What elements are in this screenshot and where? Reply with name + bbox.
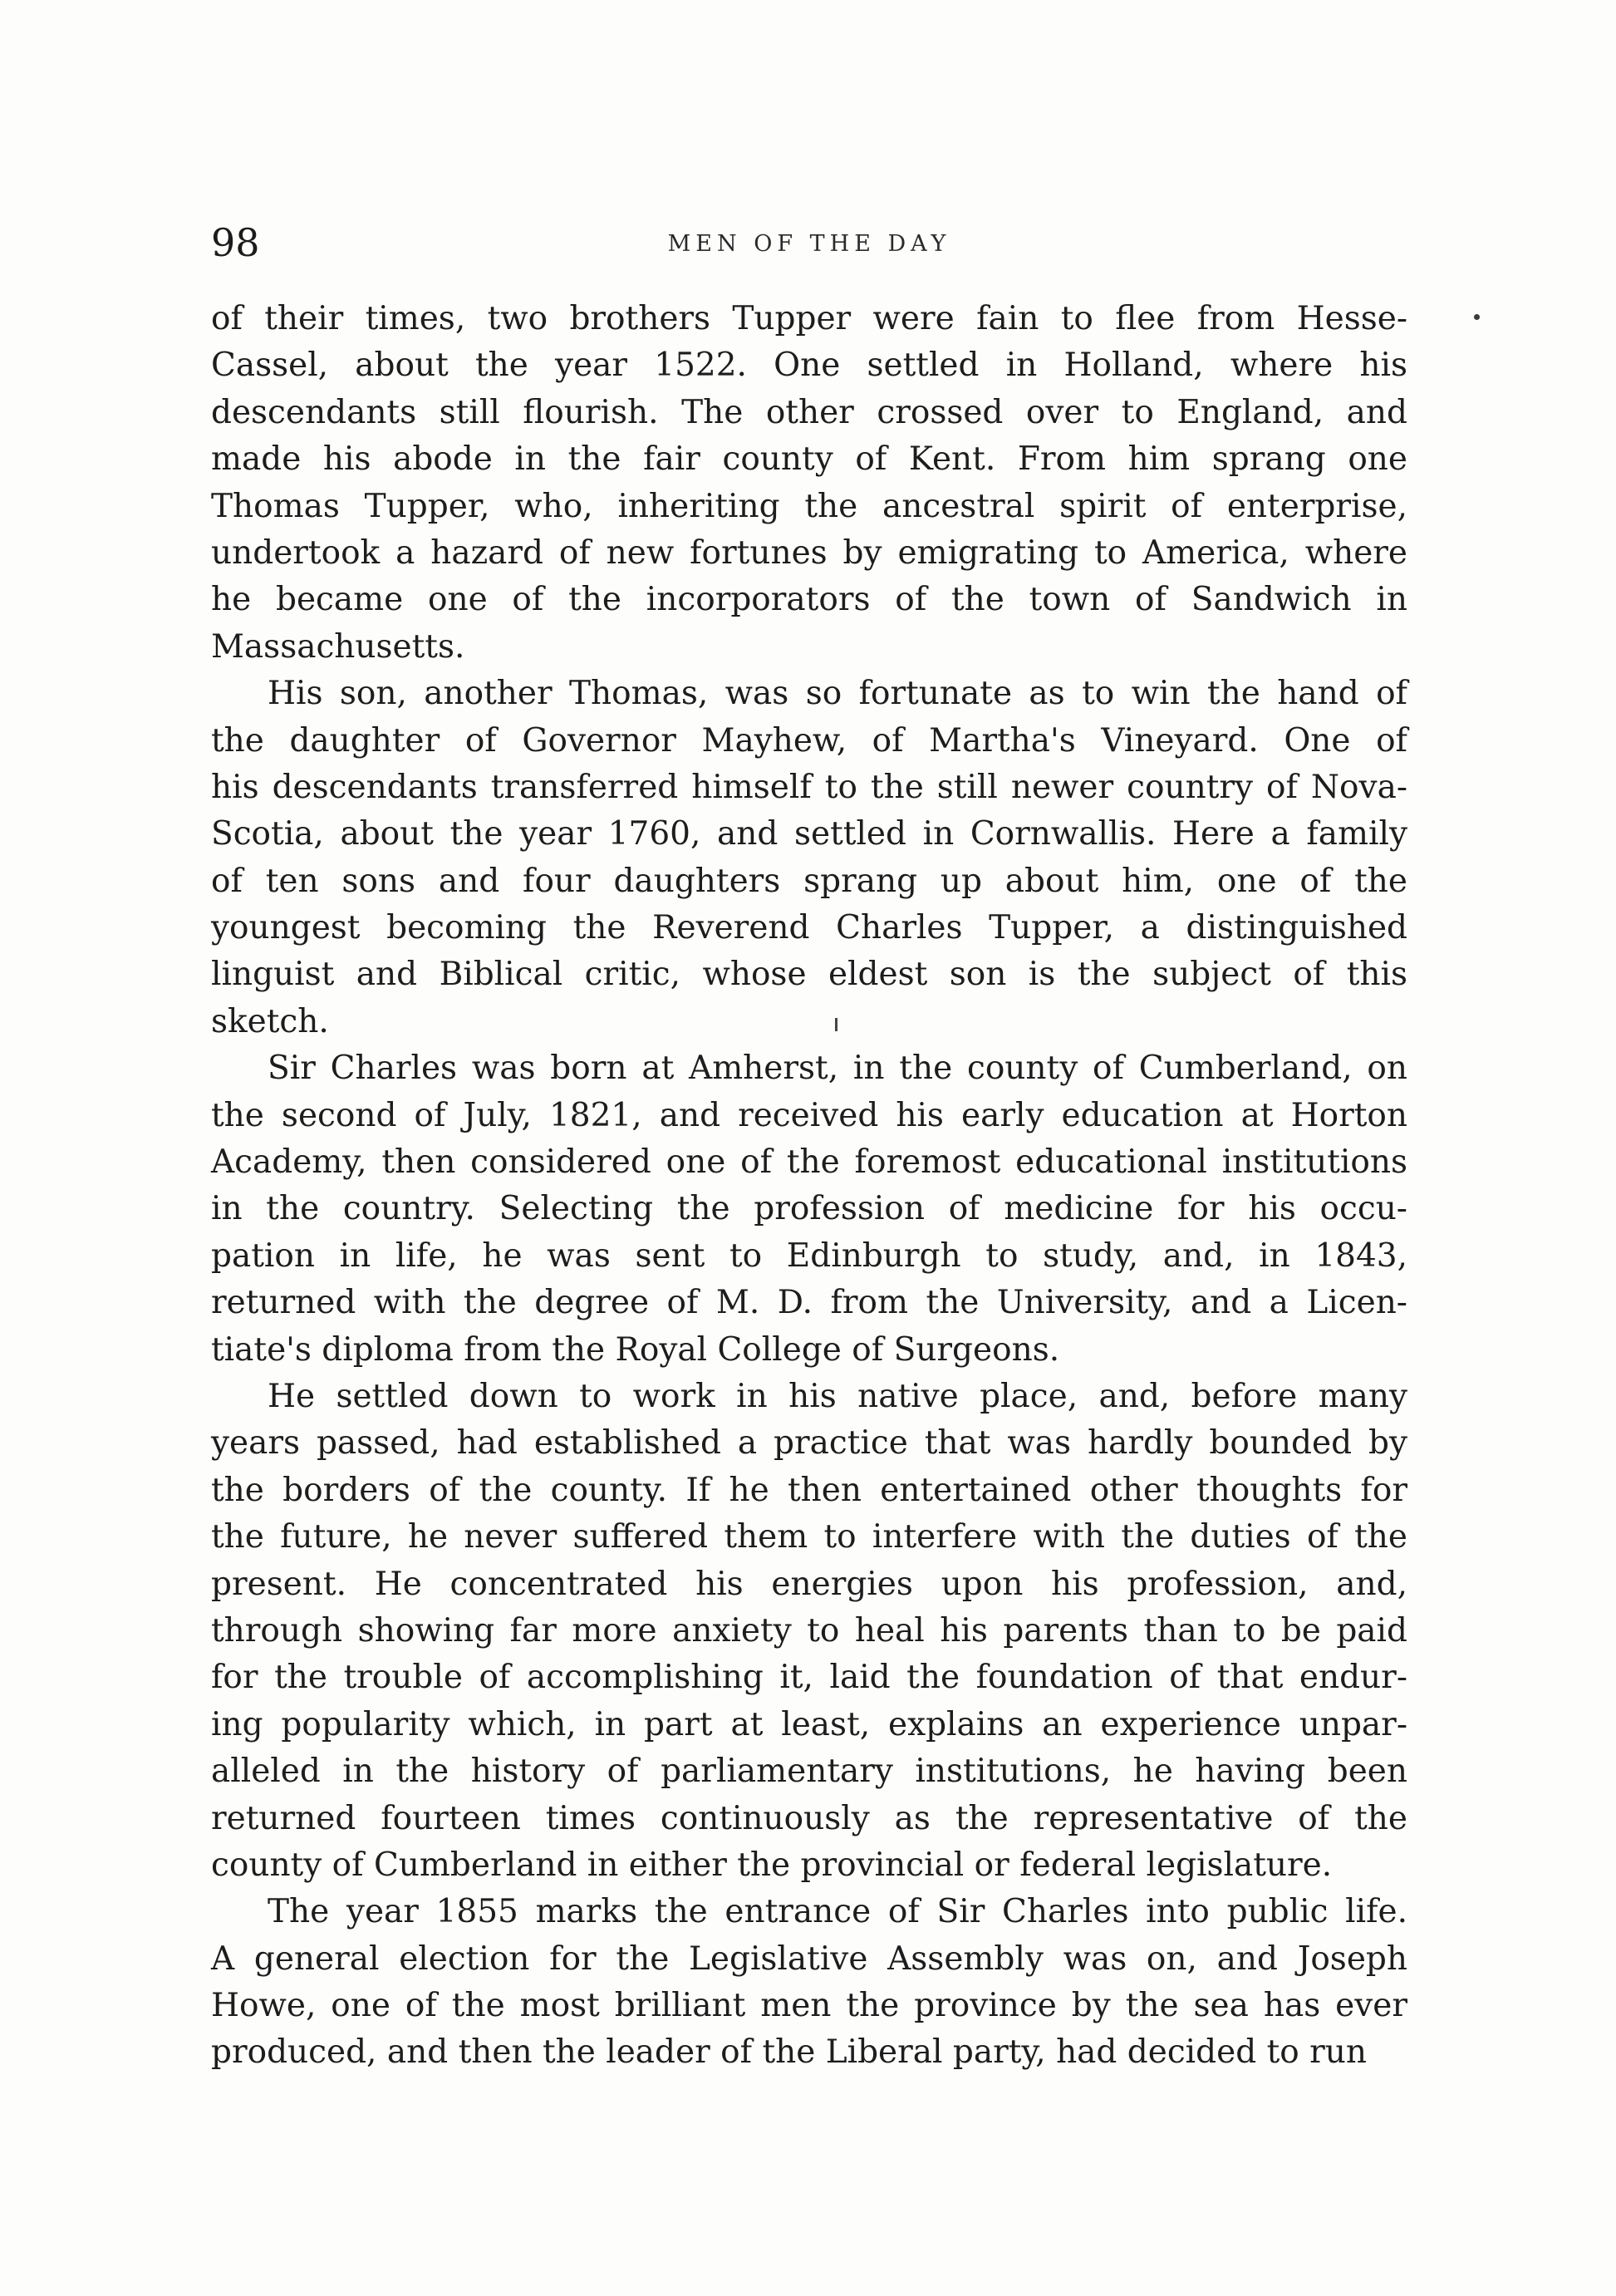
text-line: produced, and then the leader of the Liberal party, had decided to run bbox=[211, 2033, 1367, 2072]
text-line: Thomas Tupper, who, inheriting the ancestral spirit of enterprise, bbox=[211, 487, 1407, 525]
text-line: Sir Charles was born at Amherst, in the county of Cumberland, on bbox=[268, 1050, 1407, 1088]
text-line: in the country. Selecting the profession of medicine for his occu- bbox=[211, 1190, 1407, 1228]
text-line: Academy, then considered one of the foremost educational institutions bbox=[211, 1143, 1407, 1182]
text-line: of ten sons and four daughters sprang up about him, one of the bbox=[211, 862, 1407, 900]
paragraph bbox=[211, 1374, 1407, 1889]
running-head: MEN OF THE DAY bbox=[667, 231, 951, 257]
text-line: for the trouble of accomplishing it, laid the foundation of that endur- bbox=[211, 1659, 1407, 1697]
text-line: the future, he never suffered them to interfere with the duties of the bbox=[211, 1518, 1407, 1556]
text-line: linguist and Biblical critic, whose eldest son is the subject of this bbox=[211, 956, 1407, 994]
page-number: 98 bbox=[211, 220, 260, 265]
text-line: returned with the degree of M. D. from the University, and a Licen- bbox=[211, 1284, 1407, 1322]
text-line: Massachusetts. bbox=[211, 627, 465, 666]
text-line: Howe, one of the most brilliant men the province by the sea has ever bbox=[211, 1987, 1407, 2025]
text-line: A general election for the Legislative Assembly was on, and Joseph bbox=[211, 1940, 1407, 1978]
text-line: the borders of the county. If he then entertained other thoughts for bbox=[211, 1471, 1407, 1509]
text-line: undertook a hazard of new fortunes by emigrating to America, where bbox=[211, 533, 1407, 572]
text-line: returned fourteen times continuously as the representative of the bbox=[211, 1799, 1407, 1837]
page-header bbox=[211, 218, 1407, 276]
body-text bbox=[211, 296, 1407, 2077]
text-line: Scotia, about the year 1760, and settled in Cornwallis. Here a family bbox=[211, 815, 1407, 853]
text-line: made his abode in the fair county of Kent. From him sprang one bbox=[211, 440, 1407, 479]
text-line: He settled down to work in his native place, and, before many bbox=[268, 1377, 1407, 1415]
text-line: tiate's diploma from the Royal College of Surgeons. bbox=[211, 1330, 1060, 1369]
text-line: of their times, two brothers Tupper were fain to flee from Hesse- bbox=[211, 300, 1407, 337]
text-line: descendants still flourish. The other crossed over to England, and bbox=[211, 393, 1407, 431]
paragraph bbox=[211, 1889, 1407, 2077]
text-line: pation in life, he was sent to Edinburgh to study, and, in 1843, bbox=[211, 1236, 1407, 1275]
text-line: present. He concentrated his energies upon his profession, and, bbox=[211, 1565, 1407, 1603]
stray-ink-dot bbox=[1474, 314, 1480, 320]
text-line: alleled in the history of parliamentary institutions, he having been bbox=[211, 1753, 1407, 1791]
text-line: the daughter of Governor Mayhew, of Martha's Vineyard. One of bbox=[211, 721, 1407, 760]
text-line: Cassel, about the year 1522. One settled in Holland, where his bbox=[211, 347, 1407, 385]
paragraph bbox=[211, 296, 1407, 671]
text-line: years passed, had established a practice that was hardly bounded by bbox=[211, 1424, 1407, 1463]
text-line: ing popularity which, in part at least, explains an experience unpar- bbox=[211, 1705, 1407, 1743]
text-line: the second of July, 1821, and received his early education at Horton bbox=[211, 1096, 1407, 1134]
text-line: His son, another Thomas, was so fortunate as to win the hand of bbox=[268, 675, 1407, 713]
text-line: through showing far more anxiety to heal his parents than to be paid bbox=[211, 1611, 1407, 1649]
text-line: The year 1855 marks the entrance of Sir Charles into public life. bbox=[268, 1893, 1407, 1931]
text-line: county of Cumberland in either the provincial or federal legislature. bbox=[211, 1846, 1333, 1884]
text-line: sketch. bbox=[211, 1002, 329, 1040]
text-line: he became one of the incorporators of the town of Sandwich in bbox=[211, 581, 1407, 619]
paragraph bbox=[211, 671, 1407, 1045]
paragraph bbox=[211, 1045, 1407, 1374]
text-line: his descendants transferred himself to the still newer country of Nova- bbox=[211, 768, 1407, 806]
text-line: youngest becoming the Reverend Charles Tupper, a distinguished bbox=[211, 909, 1407, 947]
